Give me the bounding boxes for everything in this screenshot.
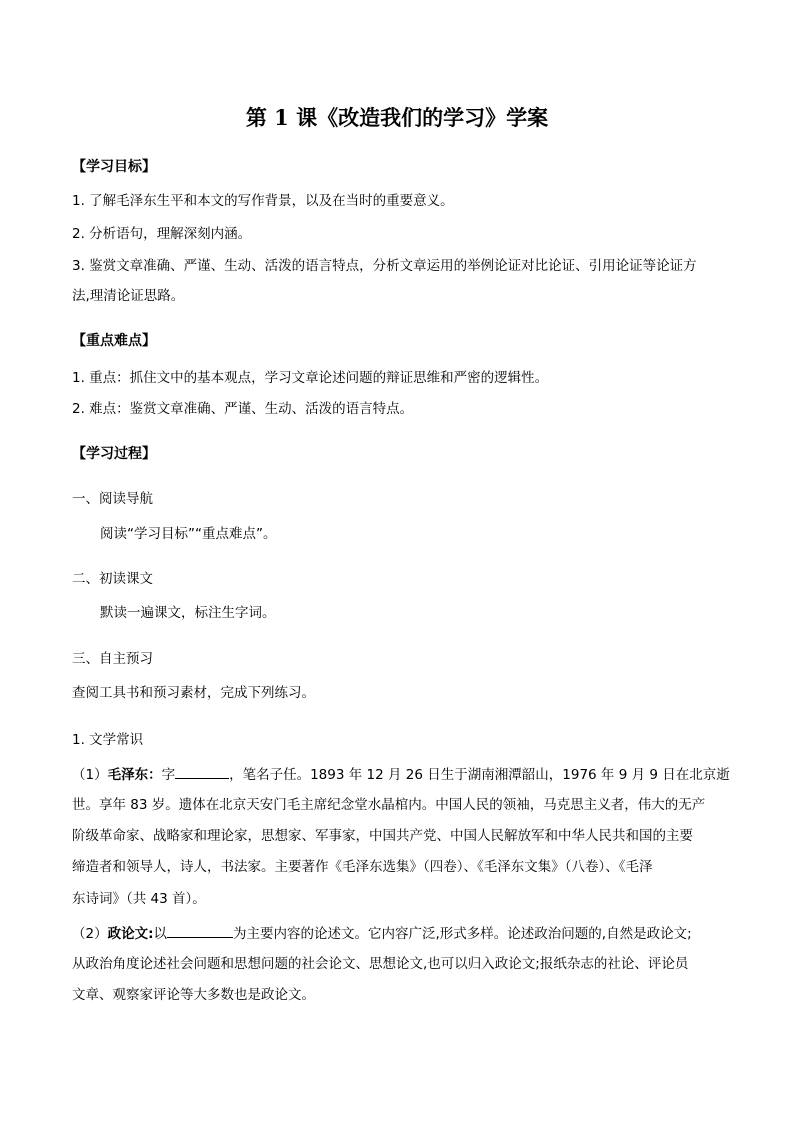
mao-prefix: （1） (72, 767, 108, 783)
essay-before-blank: 以 (153, 926, 167, 942)
mao-line-1-text: ，笔名子任。1893 年 12 月 26 日生于湖南湘潭韶山，1976 年 9 月 9 日在北京逝 (229, 767, 730, 783)
essay-prefix: （2） (72, 926, 108, 942)
mao-line-5: 东诗词》（共 43 首）。 (72, 891, 206, 907)
keypoint-item-1: 1. 重点：抓住文中的基本观点，学习文章论述问题的辩证思维和严密的逻辑性。 (72, 370, 549, 386)
mao-line-1 (72, 764, 732, 785)
goal-item-2: 2. 分析语句，理解深刻内涵。 (72, 226, 252, 242)
mao-line-2: 世。享年 83 岁。遗体在北京天安门毛主席纪念堂水晶棺内。中国人民的领袖，马克思主义者，伟大的无产 (72, 797, 706, 813)
section-1-title: 一、阅读导航 (72, 491, 153, 507)
goals-heading: 【学习目标】 (72, 159, 156, 175)
section-1-text: 阅读“学习目标”“重点难点”。 (100, 526, 277, 542)
section-3-text: 查阅工具书和预习素材，完成下列练习。 (72, 685, 315, 701)
goal-item-3-cont: 法,理清论证思路。 (72, 288, 185, 304)
essay-line-3: 文章、观察家评论等大多数也是政论文。 (72, 987, 315, 1003)
essay-label: 政论文: (107, 926, 154, 942)
essay-line-1 (72, 923, 732, 944)
keypoints-heading: 【重点难点】 (72, 333, 156, 349)
essay-line-2: 从政治角度论述社会问题和思想问题的社会论文、思想论文,也可以归入政论文;报纸杂志的社论、评论员 (72, 956, 689, 972)
section-3-title: 三、自主预习 (72, 651, 153, 667)
mao-label: 毛泽东： (107, 767, 162, 783)
goal-item-1: 1. 了解毛泽东生平和本文的写作背景，以及在当时的重要意义。 (72, 193, 454, 209)
essay-fill-blank[interactable] (167, 923, 233, 938)
section-2-title: 二、初读课文 (72, 571, 153, 587)
mao-line-3: 阶级革命家、战略家和理论家，思想家、军事家，中国共产党、中国人民解放军和中华人民共和国的主要 (72, 828, 693, 844)
keypoint-item-2: 2. 难点：鉴赏文章准确、严谨、生动、活泼的语言特点。 (72, 401, 414, 417)
goal-item-3: 3. 鉴赏文章准确、严谨、生动、活泼的语言特点，分析文章运用的举例论证对比论证、引用论证等论证方 (72, 258, 697, 274)
mao-fill-blank[interactable] (175, 764, 229, 779)
mao-before-blank: 字 (161, 767, 176, 783)
essay-line-1-text: 为主要内容的论述文。它内容广泛,形式多样。论述政治问题的,自然是政论文; (233, 926, 692, 942)
mao-line-4: 缔造者和领导人，诗人，书法家。主要著作《毛泽东选集》（四卷）、《毛泽东文集》（八卷）、《毛泽 (72, 859, 653, 875)
section-2-text: 默读一遍课文，标注生字词。 (100, 605, 276, 621)
literature-title: 1. 文学常识 (72, 732, 144, 748)
page-title: 第 1 课《改造我们的学习》学案 (245, 105, 549, 130)
process-heading: 【学习过程】 (72, 446, 156, 462)
